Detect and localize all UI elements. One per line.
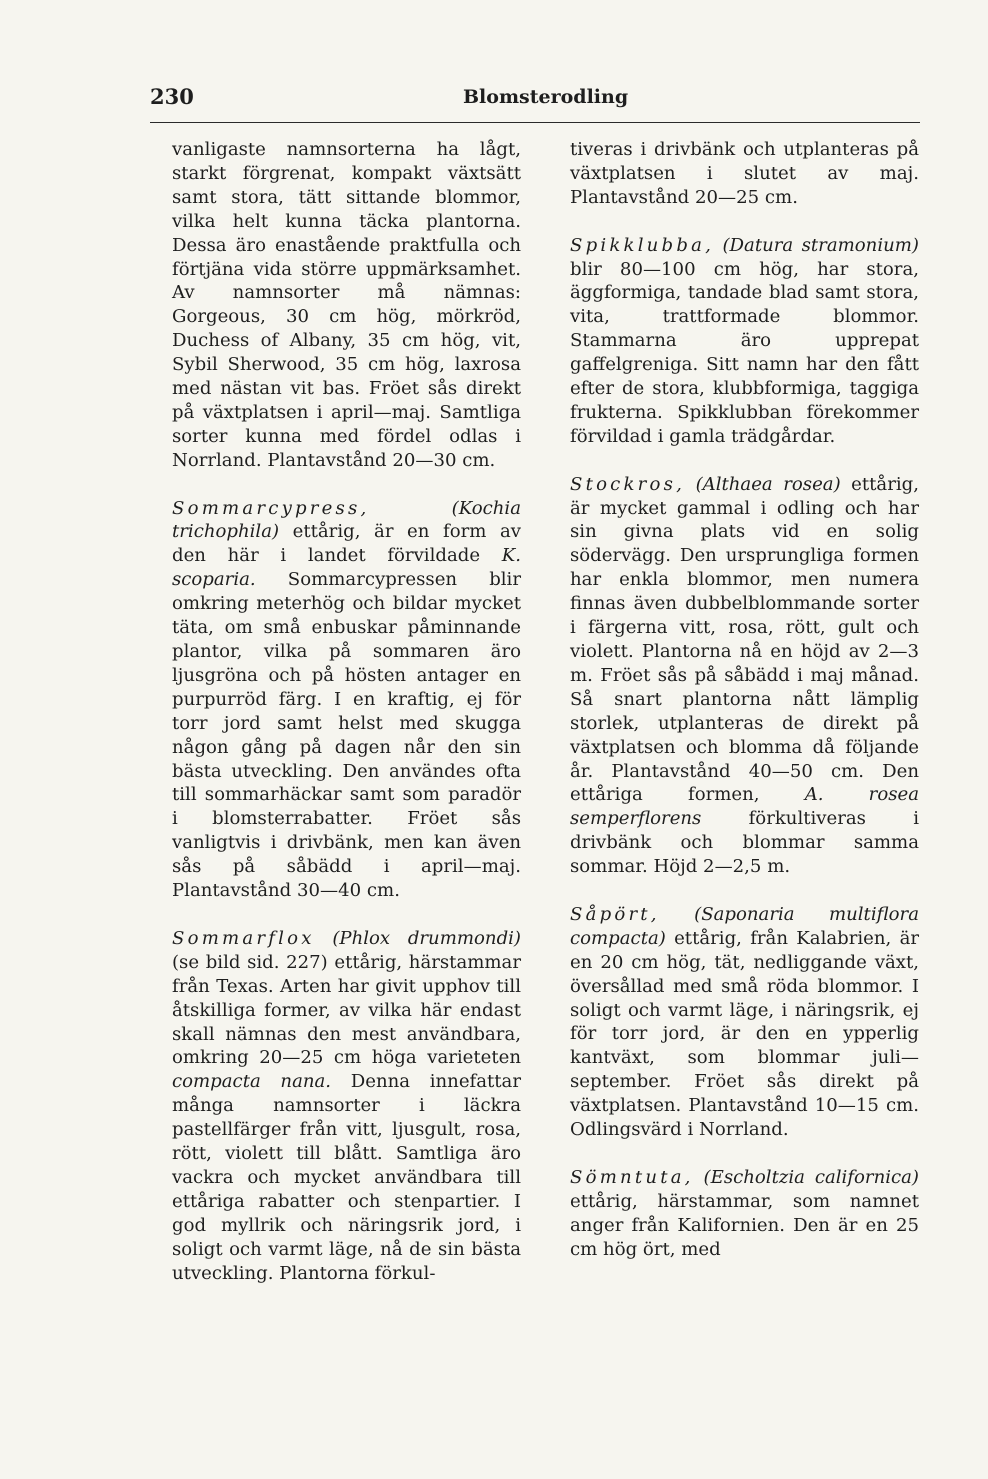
- entry-text: ettårig, är en form av den här i landet förvildade: [172, 521, 521, 567]
- entry-text: Denna innefattar många namnsorter i läckra pastellfärger från vitt, ljusgult, rosa, rött, violett till blått. Samtliga äro vackra och mycket användbara till ettåriga rabatter och stenpartier. I god myllrik och näringsrik jord, i soligt och varmt läge, nå de sin bästa utveckling. Plantorna förkul-: [172, 1071, 521, 1284]
- latin-name: compacta nana.: [172, 1071, 332, 1093]
- entry-heading: Spikklubba,: [570, 234, 715, 256]
- entry-sommarcypress: [172, 497, 521, 903]
- latin-name: (Althaea rosea): [695, 473, 841, 495]
- entry-text: förkultiveras i drivbänk och blommar samma sommar. Höjd 2—2,5 m.: [570, 808, 919, 878]
- entry-heading: Stockros,: [570, 473, 686, 495]
- entry-sommarflox: [172, 927, 521, 1286]
- running-head: Blomsterodling: [463, 86, 629, 108]
- latin-name: (Kochia trichophila): [172, 497, 521, 543]
- paragraph: tiveras i drivbänk och utplanteras på växtplatsen i slutet av maj. Plantavstånd 20—25 cm.: [570, 139, 919, 208]
- paragraph: vanligaste namnsorterna ha lågt, starkt förgrenat, kompakt växtsätt samt stora, tätt sittande blommor, vilka helt kunna täcka plantorna. Dessa äro enastående praktfulla och förtjäna vida större uppmärksamhet. Av namnsorter må nämnas: Gorgeous, 30 cm hög, mörkröd, Duchess of Albany, 35 cm hög, vit, Sybil Sherwood, 35 cm hög, laxrosa med nästan vit bas. Fröet sås direkt på växtplatsen i april—maj. Samtliga sorter kunna med fördel odlas i Norrland. Plantavstånd 20—30 cm.: [172, 139, 521, 471]
- page-number: 230: [150, 84, 194, 109]
- entry-text: ettårig, härstammar, som namnet anger från Kalifornien. Den är en 25 cm hög ört, med: [570, 1190, 919, 1260]
- latin-name: (Saponaria multiflora compacta): [570, 903, 919, 949]
- entry-text: ettårig, är mycket gammal i odling och har sin givna plats vid en solig södervägg. Den ursprungliga formen har enkla blommor, men numera finnas även dubbelblommande sorter i färgerna vitt, rosa, rött, gult och violett. Plantorna nå en höjd av 2—3 m. Fröet sås på såbädd i maj månad. Så snart plantorna nått lämplig storlek, utplanteras de direkt på växtplatsen och blomma då följande år. Plantavstånd 40—50 cm. Den ettåriga formen,: [570, 473, 919, 806]
- entry-heading: Sömntuta,: [570, 1166, 694, 1188]
- latin-name: (Escholtzia californica): [703, 1166, 919, 1188]
- entry-spikklubba: [570, 234, 919, 449]
- entry-heading: Såpört,: [570, 903, 660, 925]
- latin-name: A. rosea semperflorens: [570, 784, 919, 830]
- entry-heading: Sommarcypress,: [172, 497, 370, 519]
- left-column: [172, 138, 521, 1285]
- latin-name: (Datura stramonium): [722, 234, 919, 256]
- entry-heading: Sommarflox: [172, 927, 315, 949]
- entry-text: ettårig, från Kalabrien, är en 20 cm hög, tät, nedliggande växt, översållad med små röda blommor. I soligt och varmt läge, i näringsrik, ej för torr jord, är den en ypperlig kantväxt, som blommar juli—september. Fröet sås direkt på växtplatsen. Plantavstånd 10—15 cm. Odlingsvärd i Norrland.: [570, 927, 919, 1141]
- entry-somntuta: [570, 1166, 919, 1262]
- header-rule: [150, 122, 920, 123]
- latin-name: K. scoparia.: [172, 545, 521, 591]
- entry-text: blir 80—100 cm hög, har stora, äggformiga, tandade blad samt stora, vita, trattformade blommor. Stammarna äro upprepat gaffelgreniga. Sitt namn har den fått efter de stora, klubbformiga, taggiga frukterna. Spikklubban förekommer förvildad i gamla trädgårdar.: [570, 258, 919, 447]
- latin-name: (Phlox drummondi): [332, 927, 521, 949]
- right-column: [570, 138, 919, 1262]
- entry-text: Sommarcypressen blir omkring meterhög och bildar mycket täta, om små enbuskar påminnande plantor, vilka på sommaren äro ljusgröna och på hösten antager en purpurröd färg. I en kraftig, ej för torr jord samt helst med skugga någon gång på dagen når den sin bästa utveckling. Den användes ofta till sommarhäckar samt som paradör i blomsterrabatter. Fröet sås vanligtvis i drivbänk, men kan även sås på såbädd i april—maj. Plantavstånd 30—40 cm.: [172, 569, 521, 902]
- entry-text: (se bild sid. 227) ettårig, härstammar från Texas. Arten har givit upphov till åtskilliga former, av vilka här endast skall nämnas den mest användbara, omkring 20—25 cm höga varieteten: [172, 951, 521, 1069]
- entry-sapoert: [570, 903, 919, 1142]
- entry-stockros: [570, 473, 919, 879]
